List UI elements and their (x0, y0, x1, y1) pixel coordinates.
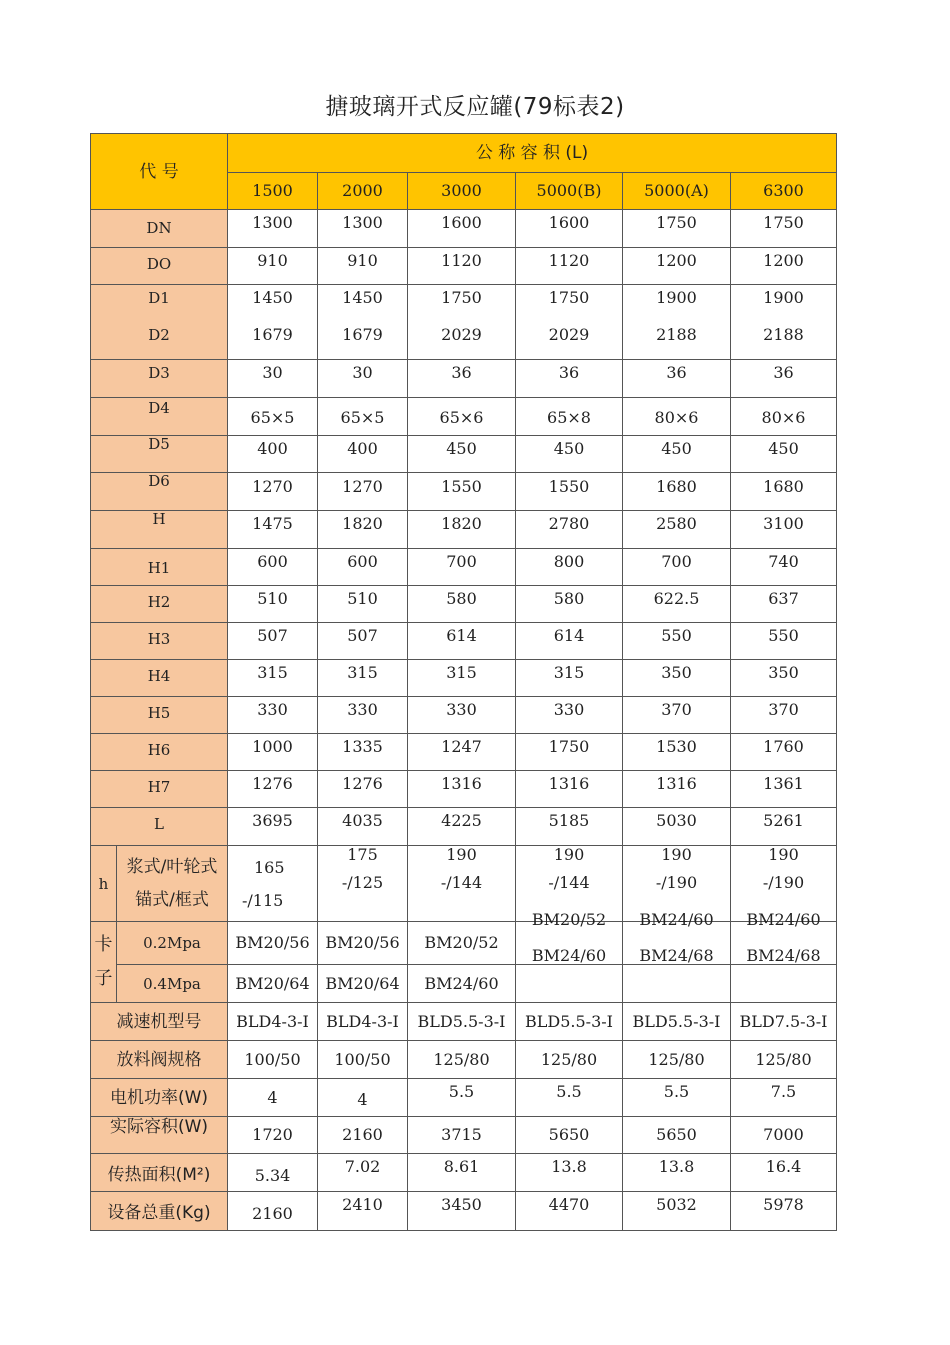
table-cell: 315 (318, 660, 408, 697)
table-cell: 910 (318, 248, 408, 285)
table-cell: 800 (516, 549, 623, 586)
clamp-char-1: 卡 (94, 934, 113, 955)
h-value: -/144 (440, 873, 483, 892)
table-cell: 315 (408, 660, 516, 697)
table-cell: 740 (731, 549, 837, 586)
table-cell: 330 (228, 697, 318, 734)
table-cell: 1750 (731, 210, 837, 248)
table-cell: 400 (228, 436, 318, 473)
table-cell: 5032 (623, 1192, 731, 1231)
h-top-value: 190 (768, 845, 799, 864)
table-cell: 1720 (228, 1117, 318, 1154)
table-cell: 4 (228, 1079, 318, 1117)
table-cell (318, 846, 408, 922)
table-cell: 5650 (516, 1117, 623, 1154)
h-value: -/190 (655, 873, 698, 892)
table-cell: 30 (318, 360, 408, 398)
table-cell: 36 (408, 360, 516, 398)
table-cell: 330 (408, 697, 516, 734)
table-cell: 5.5 (408, 1079, 516, 1117)
table-cell: 700 (408, 549, 516, 586)
table-cell: 5030 (623, 808, 731, 846)
table-cell: 16.4 (731, 1154, 837, 1192)
h-sub-label-paddle: 浆式/叶轮式 (126, 856, 218, 877)
table-cell: 1316 (516, 771, 623, 808)
table-cell: 5261 (731, 808, 837, 846)
table-cell: 550 (731, 623, 837, 660)
table-cell: 65×5 (228, 398, 318, 436)
table-cell: 1820 (318, 511, 408, 549)
table-cell: 1361 (731, 771, 837, 808)
table-cell: 3450 (408, 1192, 516, 1231)
table-cell: 2160 (318, 1117, 408, 1154)
table-cell: 450 (731, 436, 837, 473)
h-value: -/125 (341, 873, 384, 892)
clamp-top: BM20/52 (531, 910, 607, 929)
table-cell (408, 846, 516, 922)
table-cell: BM20/56 (318, 922, 408, 965)
table-cell: 5.34 (228, 1154, 318, 1192)
row-label-h-letter: h (91, 846, 117, 922)
row-label-04mpa: 0.4Mpa (117, 965, 228, 1003)
row-label-h1: H1 (91, 549, 228, 586)
table-cell: 350 (623, 660, 731, 697)
table-cell: 510 (228, 586, 318, 623)
clamp-top: BM24/60 (746, 910, 821, 929)
row-label-d2: D2 (148, 326, 170, 344)
table-cell: 370 (623, 697, 731, 734)
capacity-header: 5000(B) (516, 173, 623, 210)
table-cell: 36 (731, 360, 837, 398)
table-cell: 1247 (408, 734, 516, 771)
table-cell: 600 (318, 549, 408, 586)
table-cell (516, 285, 623, 360)
table-cell (731, 965, 837, 1003)
table-cell: 1820 (408, 511, 516, 549)
row-label-volume: 实际容积(W) (91, 1117, 228, 1154)
table-cell: 400 (318, 436, 408, 473)
row-label-do: DO (91, 248, 228, 285)
table-cell: 125/80 (731, 1041, 837, 1079)
table-cell: 580 (408, 586, 516, 623)
h-cell-line1: 165 (254, 857, 285, 877)
table-cell: 450 (623, 436, 731, 473)
table-cell: 1600 (408, 210, 516, 248)
table-cell: 1760 (731, 734, 837, 771)
row-label-h-types (117, 846, 228, 922)
table-cell: 3695 (228, 808, 318, 846)
table-cell (516, 910, 623, 965)
row-label-area: 传热面积(M²) (91, 1154, 228, 1192)
h-top-value: 175 (347, 845, 378, 864)
row-label-h2: H2 (91, 586, 228, 623)
table-cell: 4035 (318, 808, 408, 846)
row-label-h5: H5 (91, 697, 228, 734)
table-cell: 1750 (516, 734, 623, 771)
table-cell: 1600 (516, 210, 623, 248)
table-cell: 1000 (228, 734, 318, 771)
table-cell: BLD4-3-I (228, 1003, 318, 1041)
cell-d2: 2188 (763, 325, 804, 344)
table-cell: 13.8 (516, 1154, 623, 1192)
table-cell: 1680 (623, 473, 731, 511)
table-cell: BLD4-3-I (318, 1003, 408, 1041)
cell-d2: 2029 (441, 325, 482, 344)
table-cell (516, 965, 623, 1003)
table-cell: 507 (318, 623, 408, 660)
table-cell: 350 (731, 660, 837, 697)
table-cell: 100/50 (318, 1041, 408, 1079)
table-cell: 330 (516, 697, 623, 734)
table-cell: 370 (731, 697, 837, 734)
clamp-top: BM24/60 (639, 910, 714, 929)
table-cell: 36 (516, 360, 623, 398)
row-label-power: 电机功率(W) (91, 1079, 228, 1117)
row-label-d4: D4 (91, 398, 228, 436)
table-cell: 5185 (516, 808, 623, 846)
table-cell (623, 285, 731, 360)
table-cell: 5650 (623, 1117, 731, 1154)
table-cell: 450 (516, 436, 623, 473)
table-cell: 7.5 (731, 1079, 837, 1117)
table-cell (623, 910, 731, 965)
table-cell: 1276 (228, 771, 318, 808)
table-cell: 125/80 (516, 1041, 623, 1079)
table-cell: 65×8 (516, 398, 623, 436)
row-label-dn: DN (91, 210, 228, 248)
table-cell: 80×6 (623, 398, 731, 436)
table-cell: 1550 (516, 473, 623, 511)
h-top-value: 190 (553, 845, 585, 864)
table-cell: 30 (228, 360, 318, 398)
table-cell (228, 846, 318, 922)
table-cell: 1270 (228, 473, 318, 511)
table-cell: 4225 (408, 808, 516, 846)
capacity-header: 3000 (408, 173, 516, 210)
table-cell: 1316 (408, 771, 516, 808)
page-title: 搪玻璃开式反应罐(79标表2) (325, 94, 625, 120)
table-cell: 1316 (623, 771, 731, 808)
table-cell: 1680 (731, 473, 837, 511)
cell-d2: 1679 (252, 325, 293, 344)
cell-d1: 1750 (441, 288, 482, 307)
capacity-header: 6300 (731, 173, 837, 210)
table-cell: BM20/56 (228, 922, 318, 965)
row-label-d1-d2 (91, 285, 228, 360)
code-header: 代 号 (91, 134, 228, 210)
row-label-h7: H7 (91, 771, 228, 808)
row-label-weight: 设备总重(Kg) (91, 1192, 228, 1231)
row-label-d6: D6 (91, 473, 228, 511)
cell-d1: 1450 (342, 288, 383, 307)
capacity-header: 1500 (228, 173, 318, 210)
table-cell: 1530 (623, 734, 731, 771)
row-label-l: L (91, 808, 228, 846)
row-label-h4: H4 (91, 660, 228, 697)
table-cell (623, 965, 731, 1003)
row-label-d1: D1 (148, 289, 170, 307)
table-cell: BM20/52 (408, 922, 516, 965)
table-cell: 450 (408, 436, 516, 473)
table-cell (408, 285, 516, 360)
table-cell: 550 (623, 623, 731, 660)
clamp-bottom: BM24/68 (746, 946, 821, 965)
h-cell-line2: -/115 (242, 890, 284, 910)
table-cell: 8.61 (408, 1154, 516, 1192)
table-cell: 36 (623, 360, 731, 398)
row-label-valve: 放料阀规格 (91, 1041, 228, 1079)
table-cell (228, 285, 318, 360)
cell-d1: 1450 (252, 288, 293, 307)
row-label-d3: D3 (91, 360, 228, 398)
table-cell: 125/80 (623, 1041, 731, 1079)
table-cell: 125/80 (408, 1041, 516, 1079)
table-cell: 100/50 (228, 1041, 318, 1079)
table-cell: 910 (228, 248, 318, 285)
table-cell: BM20/64 (318, 965, 408, 1003)
table-cell: 580 (516, 586, 623, 623)
table-cell: 2580 (623, 511, 731, 549)
table-cell: 507 (228, 623, 318, 660)
table-cell: 330 (318, 697, 408, 734)
table-cell: 1300 (228, 210, 318, 248)
table-cell: 315 (516, 660, 623, 697)
table-cell: 1335 (318, 734, 408, 771)
table-cell: 80×6 (731, 398, 837, 436)
h-value: -/190 (762, 873, 805, 892)
cell-d2: 1679 (342, 325, 383, 344)
clamp-char-2: 子 (94, 968, 113, 989)
cell-d1: 1900 (656, 288, 697, 307)
table-cell: 2780 (516, 511, 623, 549)
table-cell: 1276 (318, 771, 408, 808)
table-cell: 5978 (731, 1192, 837, 1231)
table-cell: 637 (731, 586, 837, 623)
capacity-group-header: 公 称 容 积 (L) (228, 134, 837, 173)
row-label-d5: D5 (91, 436, 228, 473)
spec-table (90, 133, 837, 1231)
table-cell: BM20/64 (228, 965, 318, 1003)
table-cell: 1750 (623, 210, 731, 248)
cell-d1: 1900 (763, 288, 804, 307)
row-label-02mpa: 0.2Mpa (117, 922, 228, 965)
table-cell: 1475 (228, 511, 318, 549)
table-cell: BLD7.5-3-I (731, 1003, 837, 1041)
row-label-h3: H3 (91, 623, 228, 660)
table-cell: 2160 (228, 1192, 318, 1231)
table-cell: 1550 (408, 473, 516, 511)
table-cell: 1200 (731, 248, 837, 285)
h-value: -/144 (548, 873, 590, 892)
table-cell: BLD5.5-3-I (623, 1003, 731, 1041)
table-cell: 510 (318, 586, 408, 623)
table-cell: BM24/60 (408, 965, 516, 1003)
table-cell: 622.5 (623, 586, 731, 623)
table-cell: 1270 (318, 473, 408, 511)
table-cell: 614 (408, 623, 516, 660)
table-cell: 65×6 (408, 398, 516, 436)
h-sub-label-anchor: 锚式/框式 (135, 889, 209, 910)
table-cell: 5.5 (623, 1079, 731, 1117)
row-label-h6: H6 (91, 734, 228, 771)
table-cell: 3100 (731, 511, 837, 549)
table-cell: BLD5.5-3-I (516, 1003, 623, 1041)
table-cell (318, 285, 408, 360)
table-cell: 5.5 (516, 1079, 623, 1117)
table-cell: 2410 (318, 1192, 408, 1231)
table-cell: 7000 (731, 1117, 837, 1154)
table-cell: 315 (228, 660, 318, 697)
table-cell (731, 910, 837, 965)
cell-d2: 2029 (548, 325, 590, 344)
h-top-value: 190 (446, 845, 477, 864)
cell-d2: 2188 (656, 325, 697, 344)
table-cell: 3715 (408, 1117, 516, 1154)
table-cell: 4470 (516, 1192, 623, 1231)
table-cell: 1200 (623, 248, 731, 285)
table-cell: 1120 (516, 248, 623, 285)
row-label-h: H (91, 511, 228, 549)
table-cell: 614 (516, 623, 623, 660)
table-cell: 700 (623, 549, 731, 586)
table-cell (731, 285, 837, 360)
table-cell: BLD5.5-3-I (408, 1003, 516, 1041)
capacity-header: 5000(A) (623, 173, 731, 210)
cell-d1: 1750 (548, 288, 590, 307)
h-top-value: 190 (661, 845, 692, 864)
capacity-header: 2000 (318, 173, 408, 210)
table-cell: 4 (318, 1079, 408, 1117)
row-label-clamp (91, 922, 117, 1003)
table-cell: 600 (228, 549, 318, 586)
clamp-bottom: BM24/68 (639, 946, 714, 965)
clamp-bottom: BM24/60 (531, 946, 607, 965)
table-cell: 1120 (408, 248, 516, 285)
table-cell: 13.8 (623, 1154, 731, 1192)
table-cell: 65×5 (318, 398, 408, 436)
row-label-reducer: 减速机型号 (91, 1003, 228, 1041)
table-cell: 7.02 (318, 1154, 408, 1192)
table-cell: 1300 (318, 210, 408, 248)
